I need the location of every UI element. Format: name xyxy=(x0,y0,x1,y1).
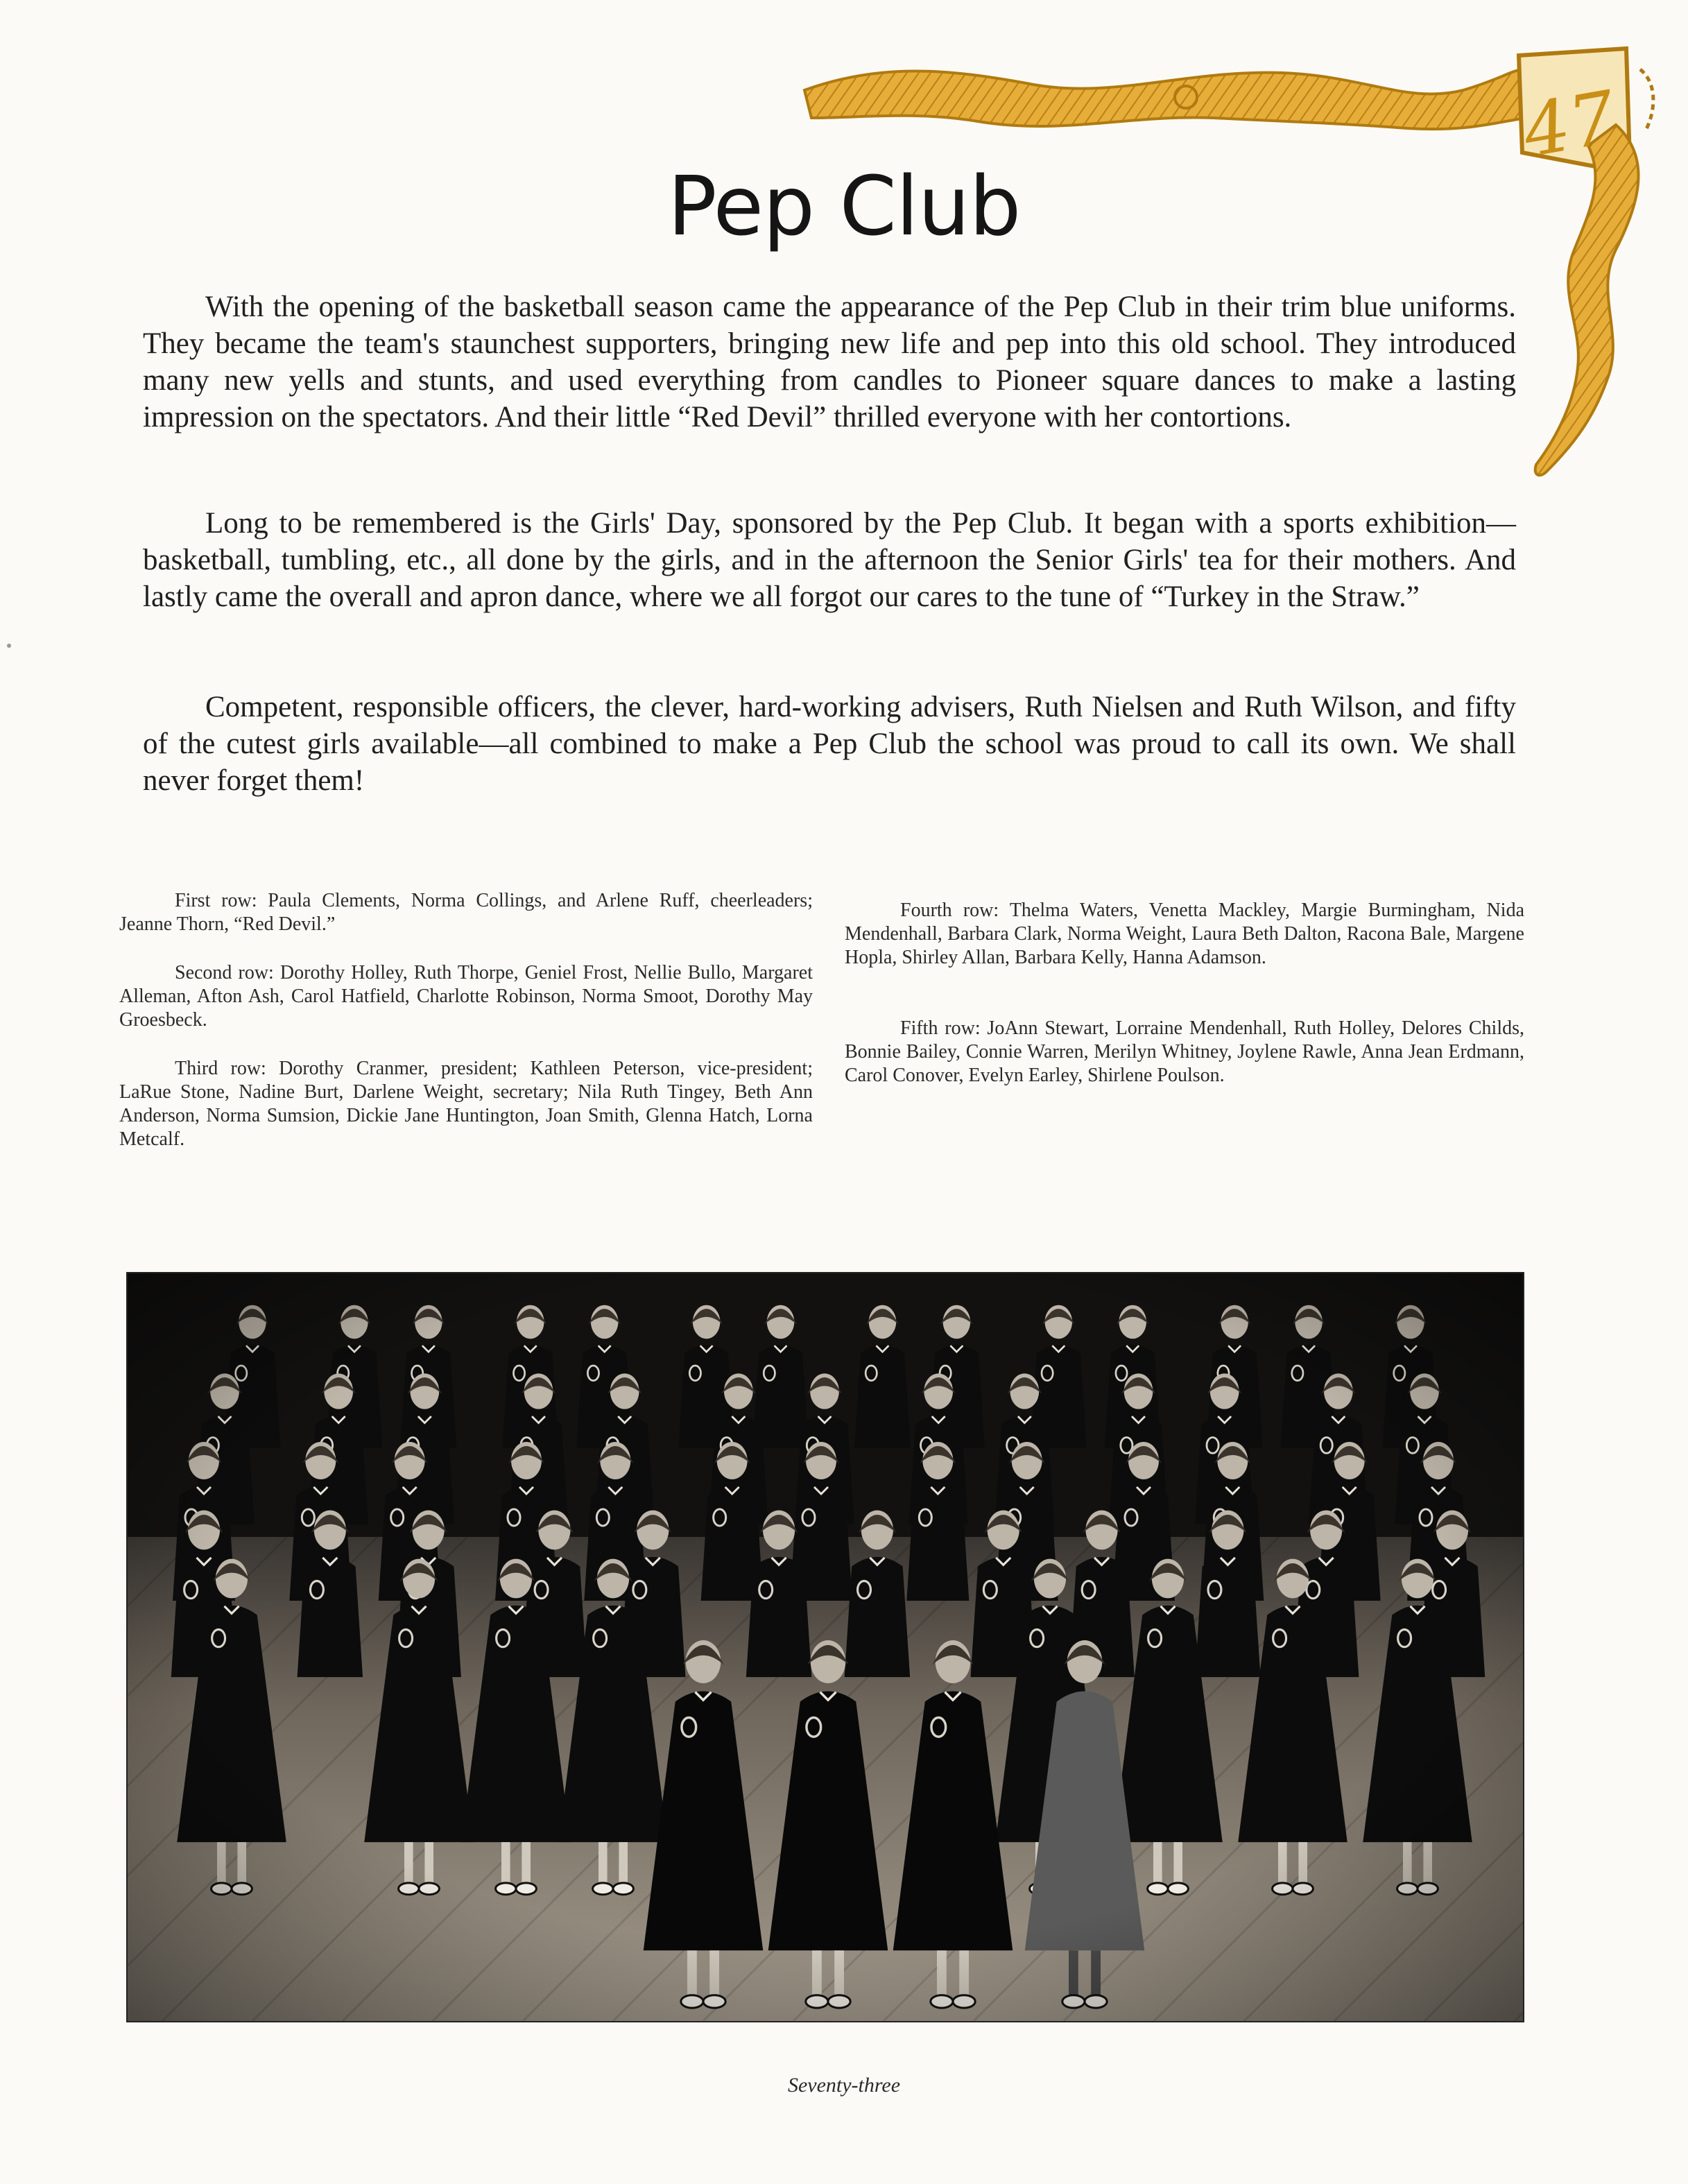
paragraph-girls-day: Long to be remembered is the Girls' Day, sponsored by the Pep Club. It began with a sports exhibition—basketball, tumbling, etc., all done by the girls, and in the afternoon the Senior Girls' tea for their mothers. And lastly came the overall and apron dance, where we all forgot our cares to the tune of “Turkey in the Straw.” xyxy=(143,507,1516,613)
group-photo xyxy=(126,1272,1524,2022)
caption-second-row: Second row: Dorothy Holley, Ruth Thorpe, Geniel Frost, Nellie Bullo, Margaret Alleman, Afton Ash, Carol Hatfield, Charlotte Robinson, Norma Smoot, Dorothy May Groesbeck. xyxy=(119,962,813,1031)
caption-fifth-row: Fifth row: JoAnn Stewart, Lorraine Mendenhall, Ruth Holley, Delores Childs, Bonnie Bailey, Connie Warren, Merilyn Whitney, Joylene Rawle, Anna Jean Erdmann, Carol Conover, Evelyn Earley, Shirlene Poulson. xyxy=(845,1017,1524,1086)
caption-third-row: Third row: Dorothy Cranmer, president; Kathleen Peterson, vice-president; LaRue Stone, Nadine Burt, Darlene Weight, secretary; Nila Ruth Tingey, Beth Ann Anderson, Norma Sumsion, Dickie Jane Huntington, Joan Smith, Glenna Hatch, Lorna Metcalf. xyxy=(119,1058,813,1150)
margin-mark xyxy=(7,644,11,648)
caption-fourth-row: Fourth row: Thelma Waters, Venetta Mackley, Margie Burmingham, Nida Mendenhall, Barbara Clark, Norma Weight, Laura Beth Dalton, Racona Bale, Margene Hopla, Shirley Allan, Barbara Kelly, Hanna Adamson. xyxy=(845,900,1524,968)
page-title: Pep Club xyxy=(667,158,1021,254)
page-number: Seventy-three xyxy=(787,2074,901,2097)
paragraph-intro: With the opening of the basketball season came the appearance of the Pep Club in their trim blue uniforms. They became the team's staunchest supporters, bringing new life and pep into this old school. They introduced many new yells and stunts, and used everything from candles to Pioneer square dances to make a lasting impression on the spectators. And their little “Red Devil” thrilled everyone with her contortions. xyxy=(143,291,1516,433)
banner-year-number: 47 xyxy=(1517,74,1622,174)
group-photo-illustration xyxy=(128,1273,1523,2021)
paragraph-officers: Competent, responsible officers, the clever, hard-working advisers, Ruth Nielsen and Ruth Wilson, and fifty of the cutest girls available—all combined to make a Pep Club the school was proud to call its own. We shall never forget them! xyxy=(143,691,1516,797)
caption-first-row: First row: Paula Clements, Norma Collings, and Arlene Ruff, cheerleaders; Jeanne Thorn, “Red Devil.” xyxy=(119,890,813,935)
